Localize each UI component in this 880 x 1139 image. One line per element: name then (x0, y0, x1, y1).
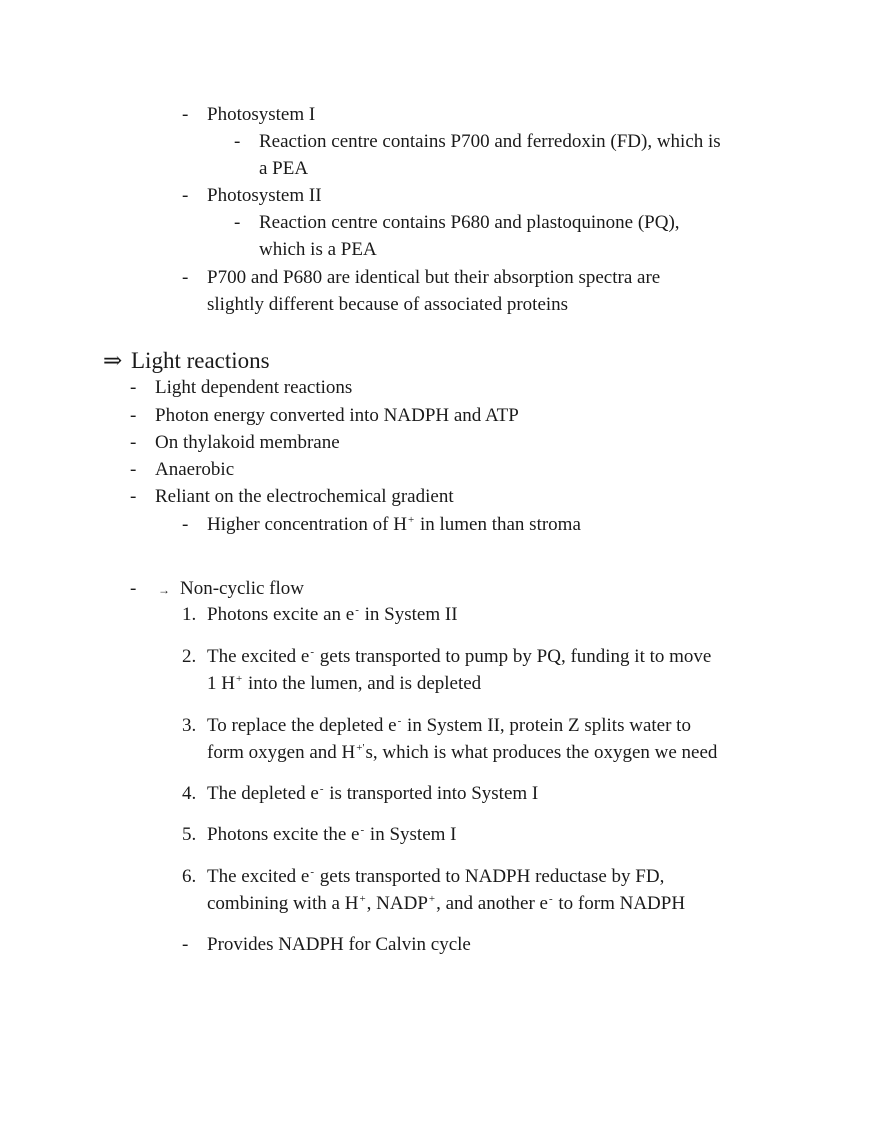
text-segment: to form NADPH (553, 893, 686, 914)
bullet-marker: - (182, 934, 189, 955)
text-segment: The depleted e (207, 783, 319, 804)
bullet-marker: - (234, 212, 241, 233)
text-segment: gets transported to pump by PQ, funding it to move (315, 646, 712, 667)
list-item-text (207, 714, 691, 738)
list-item-text (207, 892, 685, 916)
list-item-text (259, 157, 308, 181)
bullet-marker: - (130, 432, 137, 453)
superscript: + (359, 893, 366, 905)
text-segment: Higher concentration of H (207, 514, 407, 535)
list-item-text (207, 603, 458, 627)
bullet-marker: - (130, 459, 137, 480)
list-number: 6. (182, 866, 197, 887)
list-item-text (259, 238, 377, 262)
bullet-marker: - (130, 377, 137, 398)
superscript: - (310, 646, 315, 658)
text-segment: Anaerobic (155, 459, 235, 480)
list-item-text (207, 266, 660, 290)
text-segment: into the lumen, and is depleted (243, 673, 482, 694)
superscript: + (235, 673, 243, 685)
bullet-marker: - (130, 486, 137, 507)
list-item-text (207, 823, 456, 847)
text-segment: 1 H (207, 673, 235, 694)
list-item-text (259, 130, 721, 154)
text-segment: P700 and P680 are identical but their absorption spectra are (207, 267, 661, 288)
list-number: 3. (182, 715, 197, 736)
list-item-text (155, 458, 234, 482)
text-segment: Reaction centre contains P680 and plastoquinone (PQ), (259, 212, 680, 233)
superscript: - (360, 824, 365, 836)
heading-arrow-icon: ⇒ (103, 348, 123, 373)
text-segment: Photons excite the e (207, 824, 360, 845)
text-segment: gets transported to NADPH reductase by FD, (315, 866, 665, 887)
superscript: - (310, 866, 315, 878)
text-segment: in System II (359, 604, 458, 625)
superscript: - (355, 604, 359, 616)
text-segment: a PEA (259, 158, 309, 179)
list-item-text (207, 103, 315, 127)
list-item-text (207, 184, 322, 208)
list-number: 4. (182, 783, 197, 804)
text-segment: s, which is what produces the oxygen we need (365, 742, 718, 763)
list-number: 2. (182, 646, 197, 667)
list-item-text (207, 645, 711, 669)
text-segment: combining with a H (207, 893, 359, 914)
superscript: - (548, 893, 553, 905)
text-segment: Photon energy converted into NADPH and ATP (155, 405, 519, 426)
bullet-marker: - (182, 514, 189, 535)
text-segment: Reaction centre contains P700 and ferredoxin (FD), which is (259, 131, 721, 152)
text-segment: , and another e (436, 893, 548, 914)
list-item-text (155, 376, 352, 400)
superscript: - (319, 783, 324, 795)
text-segment: Reliant on the electrochemical gradient (155, 486, 454, 507)
bullet-marker: - (130, 405, 137, 426)
text-segment: Photosystem I (207, 104, 316, 125)
bullet-marker: - (182, 185, 189, 206)
text-segment: in System I (365, 824, 457, 845)
list-item-text (207, 933, 471, 957)
list-item-text (207, 782, 538, 806)
list-item-text (259, 211, 680, 235)
text-segment: is transported into System I (324, 783, 539, 804)
superscript: - (397, 715, 402, 727)
list-item-text (155, 431, 340, 455)
text-segment: Photons excite an e (207, 604, 355, 625)
subsection-title: Non-cyclic flow (180, 578, 304, 599)
superscript: + (428, 893, 436, 905)
bullet-marker: - (182, 267, 189, 288)
list-number: 5. (182, 824, 197, 845)
list-item-text (155, 404, 519, 428)
text-segment: The excited e (207, 646, 310, 667)
superscript: +' (356, 742, 365, 754)
text-segment: To replace the depleted e (207, 715, 397, 736)
text-segment: On thylakoid membrane (155, 432, 340, 453)
text-segment: form oxygen and H (207, 742, 356, 763)
text-segment: Provides NADPH for Calvin cycle (207, 934, 471, 955)
text-segment: which is a PEA (259, 239, 377, 260)
text-segment: , NADP (366, 893, 428, 914)
section-heading: Light reactions (131, 348, 270, 373)
text-segment: in System II, protein Z splits water to (402, 715, 691, 736)
list-item-text (207, 865, 664, 889)
right-arrow-icon: → (158, 583, 170, 597)
list-number: 1. (182, 604, 197, 625)
list-item-text (207, 741, 717, 765)
list-item-text (207, 513, 581, 537)
bullet-marker: - (182, 104, 189, 125)
text-segment: Photosystem II (207, 185, 322, 206)
bullet-marker: - (234, 131, 241, 152)
text-segment: in lumen than stroma (415, 514, 581, 535)
bullet-marker: - (130, 578, 137, 599)
text-segment: slightly different because of associated proteins (207, 294, 569, 315)
list-item-text (155, 485, 454, 509)
text-segment: Light dependent reactions (155, 377, 353, 398)
list-item-text (207, 672, 481, 696)
superscript: + (407, 514, 415, 526)
list-item-text (207, 293, 568, 317)
text-segment: The excited e (207, 866, 310, 887)
